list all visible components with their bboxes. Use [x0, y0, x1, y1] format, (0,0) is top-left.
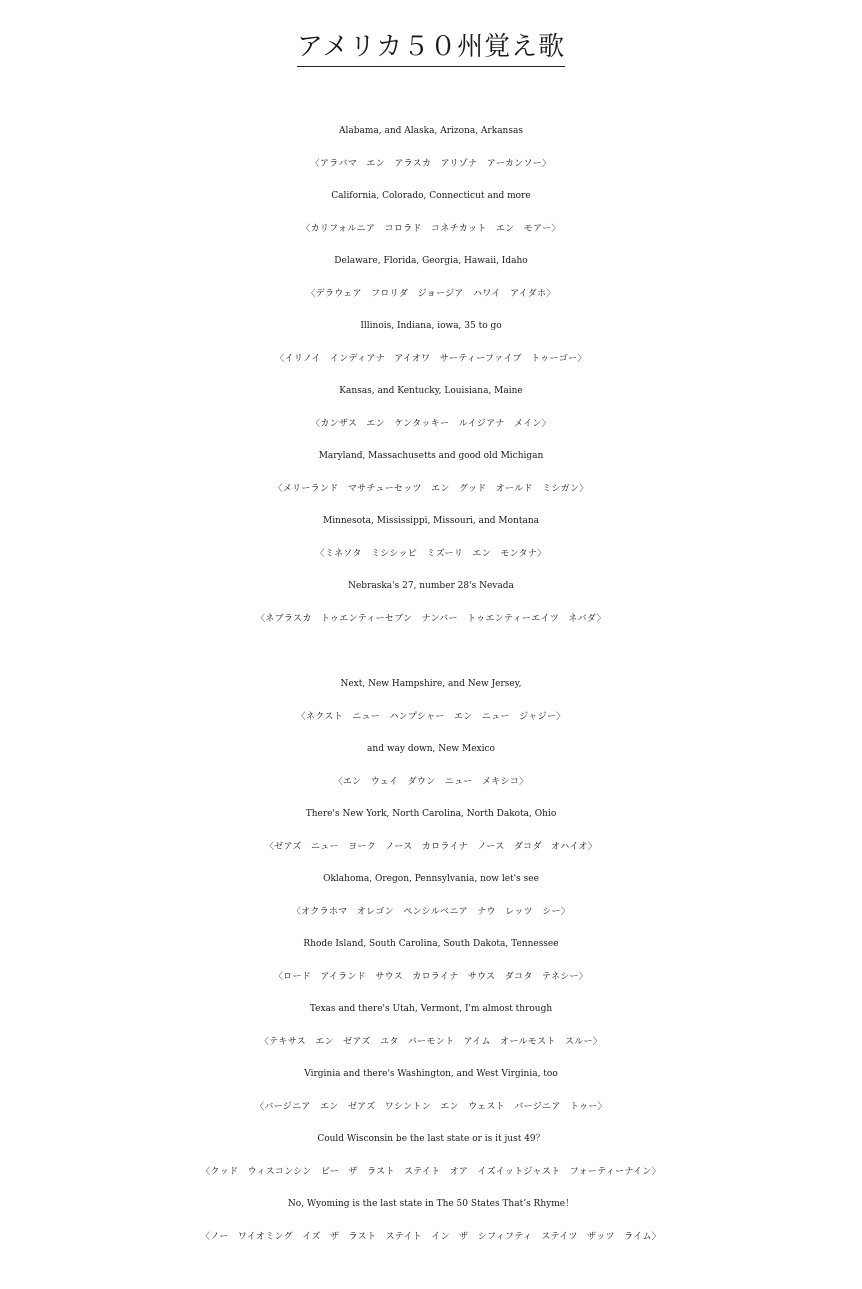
- lyric-line-en: Kansas, and Kentucky, Louisiana, Maine: [339, 386, 523, 396]
- lyric-line-ja: 〈ノー ワイオミング イズ ザ ラスト ステイト イン ザ シフィフティ ステイツ ザッツ ライム〉: [200, 1231, 662, 1242]
- lyric-line-en: and way down, New Mexico: [367, 744, 495, 754]
- lyric-line-ja: 〈アラバマ エン アラスカ アリゾナ アーカンソー〉: [310, 158, 552, 169]
- lyric-line-en: Maryland, Massachusetts and good old Michigan: [318, 451, 544, 461]
- lyric-line-en: Nebraska's 27, number 28's Nevada: [348, 581, 514, 591]
- lyric-line-en: Next, New Hampshire, and New Jersey,: [340, 679, 522, 689]
- lyric-line-en: Virginia and there's Washington, and West Virginia, too: [304, 1069, 558, 1079]
- lyric-line-ja: 〈オクラホマ オレゴン ペンシルベニア ナウ レッツ シー〉: [291, 906, 571, 917]
- lyric-line-ja: 〈ゼアズ ニュー ヨーク ノース カロライナ ノース ダコダ オハイオ〉: [264, 841, 598, 852]
- lyric-line-ja: 〈イリノイ インディアナ アイオワ サーティーファイブ トゥーゴー〉: [275, 353, 587, 364]
- lyric-line-ja: 〈ネクスト ニュー ハンプシャー エン ニュー ジャジー〉: [296, 711, 566, 722]
- page-title-text: アメリカ５０州覚え歌: [297, 30, 565, 67]
- lyric-line-ja: 〈ネブラスカ トゥエンティーセブン ナンバー トゥエンティーエイツ ネバダ〉: [256, 613, 606, 624]
- stanza-2: [0, 668, 862, 1253]
- page-title: [0, 30, 862, 67]
- lyric-line-ja: 〈ロード アイランド サウス カロライナ サウス ダコタ テネシー〉: [273, 971, 589, 982]
- lyric-line-ja: 〈デラウェア フロリダ ジョージア ハワイ アイダホ〉: [306, 288, 556, 299]
- lyric-line-en: Alabama, and Alaska, Arizona, Arkansas: [339, 126, 523, 136]
- lyric-line-ja: 〈バージニア エン ゼアズ ワシントン エン ウェスト バージニア トゥー〉: [255, 1101, 607, 1112]
- lyric-line-en: There's New York, North Carolina, North Dakota, Ohio: [305, 809, 557, 819]
- lyric-line-ja: 〈カンザス エン ケンタッキー ルイジアナ メイン〉: [310, 418, 551, 429]
- lyric-line-ja: 〈テキサス エン ゼアズ ユタ バーモント アイム オールモスト スルー〉: [259, 1036, 603, 1047]
- stanza-1: [0, 115, 862, 635]
- lyric-line-ja: 〈ミネソタ ミシシッピ ミズーリ エン モンタナ〉: [315, 548, 547, 559]
- lyric-line-en: Oklahoma, Oregon, Pennsylvania, now let's see: [323, 874, 539, 884]
- lyric-line-en: Could Wisconsin be the last state or is it just 49？: [317, 1134, 545, 1144]
- lyric-line-en: Minnesota, Mississippi, Missouri, and Montana: [322, 516, 539, 526]
- lyric-line-ja: 〈メリーランド マサチューセッツ エン グッド オールド ミシガン〉: [273, 483, 589, 494]
- lyric-line-ja: 〈カリフォルニア コロラド コネチカット エン モアー〉: [301, 223, 561, 234]
- lyric-line-en: Delaware, Florida, Georgia, Hawaii, Idaho: [334, 256, 528, 266]
- lyric-line-en: Rhode Island, South Carolina, South Dakota, Tennessee: [303, 939, 559, 949]
- lyric-line-en: Illinois, Indiana, iowa, 35 to go: [360, 321, 502, 331]
- lyric-line-ja: 〈クッド ウィスコンシン ビー ザ ラスト ステイト オア イズイットジャスト フォーティーナイン〉: [201, 1166, 661, 1177]
- lyric-line-en: No, Wyoming is the last state in The 50 States That’s Rhyme！: [287, 1199, 575, 1209]
- lyric-line-en: Texas and there's Utah, Vermont, I'm almost through: [309, 1004, 553, 1014]
- lyric-line-en: California, Colorado, Connecticut and more: [331, 191, 531, 201]
- lyric-line-ja: 〈エン ウェイ ダウン ニュー メキシコ〉: [333, 776, 529, 787]
